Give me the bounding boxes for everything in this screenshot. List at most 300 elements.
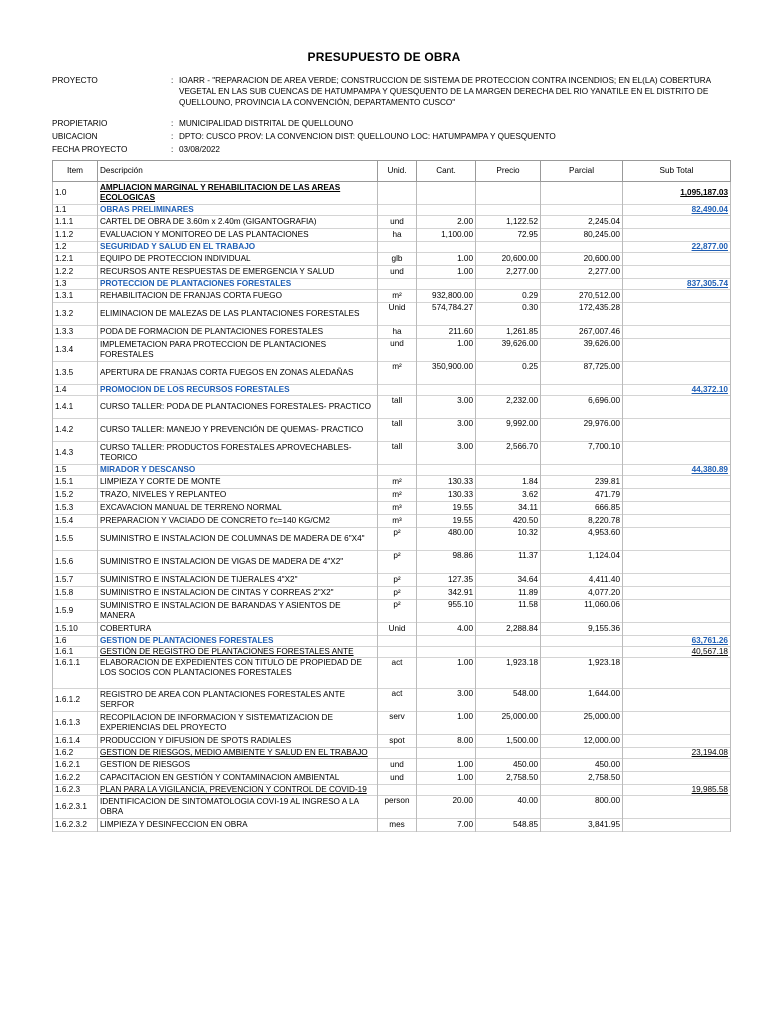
colon: : bbox=[171, 145, 174, 154]
table-row bbox=[53, 182, 731, 205]
subtotal-cell bbox=[623, 658, 731, 689]
subtotal-cell: 19,985.58 bbox=[623, 785, 731, 796]
table-row bbox=[53, 229, 731, 242]
quantity-cell bbox=[417, 385, 476, 396]
quantity-cell: 130.33 bbox=[417, 476, 476, 489]
quantity-cell: 1.00 bbox=[417, 253, 476, 266]
description-cell: REGISTRO DE AREA CON PLANTACIONES FORESTALES ANTE SERFOR bbox=[98, 689, 378, 712]
description-cell: OBRAS PRELIMINARES bbox=[98, 205, 378, 216]
description-cell: SUMINISTRO E INSTALACION DE TIJERALES 4"X2" bbox=[98, 574, 378, 587]
subtotal-cell bbox=[623, 515, 731, 528]
table-row bbox=[53, 242, 731, 253]
quantity-cell: 19.55 bbox=[417, 502, 476, 515]
description-cell: CURSO TALLER: PRODUCTOS FORESTALES APROVECHABLES-TEORICO bbox=[98, 442, 378, 465]
quantity-cell: 1.00 bbox=[417, 658, 476, 689]
subtotal-cell bbox=[623, 476, 731, 489]
description-cell: CAPACITACION EN GESTIÓN Y CONTAMINACION AMBIENTAL bbox=[98, 772, 378, 785]
description-cell: CARTEL DE OBRA DE 3.60m x 2.40m (GIGANTOGRAFIA) bbox=[98, 216, 378, 229]
subtotal-cell bbox=[623, 303, 731, 326]
unit-cell: act bbox=[378, 689, 417, 712]
price-cell bbox=[476, 182, 541, 205]
subtotal-cell bbox=[623, 574, 731, 587]
unit-cell: m² bbox=[378, 489, 417, 502]
quantity-cell bbox=[417, 279, 476, 290]
unit-cell: glb bbox=[378, 253, 417, 266]
fecha-label: FECHA PROYECTO bbox=[52, 145, 128, 154]
item-cell: 1.5.4 bbox=[53, 515, 98, 528]
quantity-cell: 3.00 bbox=[417, 442, 476, 465]
col-item-header: Item bbox=[53, 161, 98, 182]
table-row bbox=[53, 796, 731, 819]
description-cell: PROTECCION DE PLANTACIONES FORESTALES bbox=[98, 279, 378, 290]
quantity-cell: 480.00 bbox=[417, 528, 476, 551]
unit-cell bbox=[378, 279, 417, 290]
quantity-cell: 19.55 bbox=[417, 515, 476, 528]
colon: : bbox=[171, 119, 174, 128]
item-cell: 1.5.6 bbox=[53, 551, 98, 574]
item-cell: 1.6.2 bbox=[53, 748, 98, 759]
table-row bbox=[53, 636, 731, 647]
quantity-cell bbox=[417, 205, 476, 216]
unit-cell: m³ bbox=[378, 515, 417, 528]
description-cell: RECOPILACION DE INFORMACION Y SISTEMATIZACION DE EXPERIENCIAS DEL PROYECTO bbox=[98, 712, 378, 735]
col-price-header: Precio bbox=[476, 161, 541, 182]
quantity-cell: 342.91 bbox=[417, 587, 476, 600]
quantity-cell bbox=[417, 748, 476, 759]
item-cell: 1.6.2.2 bbox=[53, 772, 98, 785]
item-cell: 1.5 bbox=[53, 465, 98, 476]
partial-cell: 3,841.95 bbox=[541, 819, 623, 832]
partial-cell: 8,220.78 bbox=[541, 515, 623, 528]
item-cell: 1.6.1.4 bbox=[53, 735, 98, 748]
table-body bbox=[53, 182, 731, 832]
subtotal-cell bbox=[623, 326, 731, 339]
description-cell: ELIMINACION DE MALEZAS DE LAS PLANTACIONES FORESTALES bbox=[98, 303, 378, 326]
unit-cell: m² bbox=[378, 362, 417, 385]
quantity-cell: 98.86 bbox=[417, 551, 476, 574]
subtotal-cell: 837,305.74 bbox=[623, 279, 731, 290]
item-cell: 1.5.7 bbox=[53, 574, 98, 587]
subtotal-cell bbox=[623, 253, 731, 266]
col-unit-header: Unid. bbox=[378, 161, 417, 182]
item-cell: 1.5.8 bbox=[53, 587, 98, 600]
item-cell: 1.1.1 bbox=[53, 216, 98, 229]
partial-cell: 2,245.04 bbox=[541, 216, 623, 229]
table-row bbox=[53, 574, 731, 587]
subtotal-cell bbox=[623, 587, 731, 600]
description-cell: PODA DE FORMACION DE PLANTACIONES FORESTALES bbox=[98, 326, 378, 339]
table-row bbox=[53, 502, 731, 515]
quantity-cell: 574,784.27 bbox=[417, 303, 476, 326]
unit-cell: act bbox=[378, 658, 417, 689]
partial-cell bbox=[541, 465, 623, 476]
unit-cell: person bbox=[378, 796, 417, 819]
item-cell: 1.1.2 bbox=[53, 229, 98, 242]
price-cell: 420.50 bbox=[476, 515, 541, 528]
unit-cell: ha bbox=[378, 326, 417, 339]
item-cell: 1.3.4 bbox=[53, 339, 98, 362]
quantity-cell: 1.00 bbox=[417, 712, 476, 735]
table-row bbox=[53, 600, 731, 623]
item-cell: 1.3.5 bbox=[53, 362, 98, 385]
table-row bbox=[53, 735, 731, 748]
price-cell: 10.32 bbox=[476, 528, 541, 551]
col-desc-header: Descripción bbox=[98, 161, 378, 182]
quantity-cell: 2.00 bbox=[417, 216, 476, 229]
page-title: PRESUPUESTO DE OBRA bbox=[307, 50, 461, 64]
partial-cell bbox=[541, 636, 623, 647]
quantity-cell bbox=[417, 636, 476, 647]
description-cell: EXCAVACION MANUAL DE TERRENO NORMAL bbox=[98, 502, 378, 515]
unit-cell: p² bbox=[378, 528, 417, 551]
unit-cell bbox=[378, 242, 417, 253]
unit-cell: und bbox=[378, 339, 417, 362]
table-row bbox=[53, 465, 731, 476]
item-cell: 1.5.1 bbox=[53, 476, 98, 489]
partial-cell: 6,696.00 bbox=[541, 396, 623, 419]
unit-cell bbox=[378, 465, 417, 476]
description-cell: ELABORACION DE EXPEDIENTES CON TITULO DE PROPIEDAD DE LOS SOCIOS CON PLANTACIONES FORESTALES bbox=[98, 658, 378, 689]
unit-cell bbox=[378, 182, 417, 205]
subtotal-cell bbox=[623, 419, 731, 442]
fecha-value: 03/08/2022 bbox=[179, 145, 220, 154]
col-qty-header: Cant. bbox=[417, 161, 476, 182]
subtotal-cell bbox=[623, 796, 731, 819]
price-cell: 1.84 bbox=[476, 476, 541, 489]
partial-cell: 172,435.28 bbox=[541, 303, 623, 326]
unit-cell: p² bbox=[378, 600, 417, 623]
table-row bbox=[53, 419, 731, 442]
table-row bbox=[53, 362, 731, 385]
unit-cell: tall bbox=[378, 419, 417, 442]
partial-cell: 29,976.00 bbox=[541, 419, 623, 442]
item-cell: 1.5.3 bbox=[53, 502, 98, 515]
subtotal-cell: 23,194.08 bbox=[623, 748, 731, 759]
partial-cell bbox=[541, 279, 623, 290]
partial-cell: 20,600.00 bbox=[541, 253, 623, 266]
table-row bbox=[53, 216, 731, 229]
subtotal-cell bbox=[623, 489, 731, 502]
description-cell: EQUIPO DE PROTECCION INDIVIDUAL bbox=[98, 253, 378, 266]
subtotal-cell bbox=[623, 819, 731, 832]
partial-cell: 1,644.00 bbox=[541, 689, 623, 712]
price-cell: 9,992.00 bbox=[476, 419, 541, 442]
table-row bbox=[53, 712, 731, 735]
quantity-cell: 3.00 bbox=[417, 689, 476, 712]
item-cell: 1.6.2.3.2 bbox=[53, 819, 98, 832]
subtotal-cell bbox=[623, 689, 731, 712]
description-cell: MIRADOR Y DESCANSO bbox=[98, 465, 378, 476]
price-cell bbox=[476, 636, 541, 647]
table-row bbox=[53, 623, 731, 636]
unit-cell: und bbox=[378, 266, 417, 279]
price-cell bbox=[476, 279, 541, 290]
unit-cell: und bbox=[378, 759, 417, 772]
quantity-cell: 127.35 bbox=[417, 574, 476, 587]
item-cell: 1.6.2.3 bbox=[53, 785, 98, 796]
item-cell: 1.5.10 bbox=[53, 623, 98, 636]
price-cell: 34.64 bbox=[476, 574, 541, 587]
unit-cell bbox=[378, 205, 417, 216]
description-cell: COBERTURA bbox=[98, 623, 378, 636]
item-cell: 1.2 bbox=[53, 242, 98, 253]
price-cell: 25,000.00 bbox=[476, 712, 541, 735]
description-cell: SUMINISTRO E INSTALACION DE CINTAS Y CORREAS 2"X2" bbox=[98, 587, 378, 600]
item-cell: 1.6.1.1 bbox=[53, 658, 98, 689]
quantity-cell bbox=[417, 465, 476, 476]
item-cell: 1.4.2 bbox=[53, 419, 98, 442]
item-cell: 1.4.3 bbox=[53, 442, 98, 465]
description-cell: LIMPIEZA Y DESINFECCION EN OBRA bbox=[98, 819, 378, 832]
description-cell: SUMINISTRO E INSTALACION DE COLUMNAS DE MADERA DE 6"X4" bbox=[98, 528, 378, 551]
table-row bbox=[53, 326, 731, 339]
price-cell: 2,232.00 bbox=[476, 396, 541, 419]
item-cell: 1.6.1 bbox=[53, 647, 98, 658]
quantity-cell: 130.33 bbox=[417, 489, 476, 502]
partial-cell bbox=[541, 182, 623, 205]
table-row bbox=[53, 658, 731, 689]
unit-cell bbox=[378, 636, 417, 647]
description-cell: IMPLEMETACION PARA PROTECCION DE PLANTACIONES FORESTALES bbox=[98, 339, 378, 362]
subtotal-cell: 1,095,187.03 bbox=[623, 182, 731, 205]
partial-cell: 80,245.00 bbox=[541, 229, 623, 242]
ubicacion-value: DPTO: CUSCO PROV: LA CONVENCION DIST: QUELLOUNO LOC: HATUMPAMPA Y QUESQUENTO bbox=[179, 132, 556, 141]
quantity-cell: 3.00 bbox=[417, 419, 476, 442]
partial-cell: 39,626.00 bbox=[541, 339, 623, 362]
header-ubicacion bbox=[52, 131, 732, 142]
table-row bbox=[53, 442, 731, 465]
description-cell: RECURSOS ANTE RESPUESTAS DE EMERGENCIA Y SALUD bbox=[98, 266, 378, 279]
partial-cell: 800.00 bbox=[541, 796, 623, 819]
partial-cell: 270,512.00 bbox=[541, 290, 623, 303]
unit-cell bbox=[378, 748, 417, 759]
unit-cell: p² bbox=[378, 551, 417, 574]
partial-cell bbox=[541, 748, 623, 759]
col-partial-header: Parcial bbox=[541, 161, 623, 182]
price-cell: 3.62 bbox=[476, 489, 541, 502]
table-row bbox=[53, 266, 731, 279]
partial-cell: 1,124.04 bbox=[541, 551, 623, 574]
quantity-cell: 1,100.00 bbox=[417, 229, 476, 242]
subtotal-cell bbox=[623, 735, 731, 748]
subtotal-cell bbox=[623, 266, 731, 279]
price-cell: 20,600.00 bbox=[476, 253, 541, 266]
subtotal-cell bbox=[623, 290, 731, 303]
unit-cell bbox=[378, 647, 417, 658]
description-cell: CURSO TALLER: MANEJO Y PREVENCIÓN DE QUEMAS- PRACTICO bbox=[98, 419, 378, 442]
price-cell: 11.37 bbox=[476, 551, 541, 574]
partial-cell: 7,700.10 bbox=[541, 442, 623, 465]
quantity-cell: 932,800.00 bbox=[417, 290, 476, 303]
item-cell: 1.0 bbox=[53, 182, 98, 205]
price-cell: 0.25 bbox=[476, 362, 541, 385]
price-cell bbox=[476, 242, 541, 253]
quantity-cell: 955.10 bbox=[417, 600, 476, 623]
subtotal-cell bbox=[623, 229, 731, 242]
price-cell bbox=[476, 785, 541, 796]
partial-cell: 4,411.40 bbox=[541, 574, 623, 587]
table-row bbox=[53, 303, 731, 326]
quantity-cell: 350,900.00 bbox=[417, 362, 476, 385]
item-cell: 1.5.2 bbox=[53, 489, 98, 502]
description-cell: REHABILITACION DE FRANJAS CORTA FUEGO bbox=[98, 290, 378, 303]
quantity-cell bbox=[417, 647, 476, 658]
subtotal-cell: 44,372.10 bbox=[623, 385, 731, 396]
subtotal-cell: 22,877.00 bbox=[623, 242, 731, 253]
price-cell: 1,122.52 bbox=[476, 216, 541, 229]
item-cell: 1.2.2 bbox=[53, 266, 98, 279]
description-cell: CURSO TALLER: PODA DE PLANTACIONES FORESTALES- PRACTICO bbox=[98, 396, 378, 419]
unit-cell: m² bbox=[378, 476, 417, 489]
header-proyecto bbox=[52, 75, 732, 111]
header-fecha bbox=[52, 144, 732, 155]
item-cell: 1.4 bbox=[53, 385, 98, 396]
item-cell: 1.6.2.1 bbox=[53, 759, 98, 772]
unit-cell: ha bbox=[378, 229, 417, 242]
table-row bbox=[53, 748, 731, 759]
item-cell: 1.4.1 bbox=[53, 396, 98, 419]
item-cell: 1.1 bbox=[53, 205, 98, 216]
table-row bbox=[53, 253, 731, 266]
table-row bbox=[53, 385, 731, 396]
unit-cell: serv bbox=[378, 712, 417, 735]
description-cell: GESTION DE PLANTACIONES FORESTALES bbox=[98, 636, 378, 647]
partial-cell: 2,758.50 bbox=[541, 772, 623, 785]
subtotal-cell bbox=[623, 600, 731, 623]
unit-cell: Unid bbox=[378, 303, 417, 326]
table-row bbox=[53, 396, 731, 419]
quantity-cell: 211.60 bbox=[417, 326, 476, 339]
unit-cell: tall bbox=[378, 396, 417, 419]
quantity-cell: 1.00 bbox=[417, 759, 476, 772]
partial-cell: 267,007.46 bbox=[541, 326, 623, 339]
price-cell: 11.58 bbox=[476, 600, 541, 623]
table-row bbox=[53, 759, 731, 772]
table-row bbox=[53, 785, 731, 796]
partial-cell: 239.81 bbox=[541, 476, 623, 489]
table-row bbox=[53, 647, 731, 658]
subtotal-cell bbox=[623, 551, 731, 574]
partial-cell: 25,000.00 bbox=[541, 712, 623, 735]
price-cell: 450.00 bbox=[476, 759, 541, 772]
partial-cell: 471.79 bbox=[541, 489, 623, 502]
price-cell bbox=[476, 385, 541, 396]
unit-cell bbox=[378, 385, 417, 396]
description-cell: TRAZO, NIVELES Y REPLANTEO bbox=[98, 489, 378, 502]
price-cell: 39,626.00 bbox=[476, 339, 541, 362]
table-row bbox=[53, 489, 731, 502]
price-cell: 40.00 bbox=[476, 796, 541, 819]
quantity-cell: 7.00 bbox=[417, 819, 476, 832]
table-row bbox=[53, 339, 731, 362]
price-cell: 1,500.00 bbox=[476, 735, 541, 748]
partial-cell: 4,077.20 bbox=[541, 587, 623, 600]
partial-cell bbox=[541, 385, 623, 396]
item-cell: 1.3.1 bbox=[53, 290, 98, 303]
table-row bbox=[53, 819, 731, 832]
subtotal-cell bbox=[623, 442, 731, 465]
unit-cell: spot bbox=[378, 735, 417, 748]
quantity-cell: 1.00 bbox=[417, 339, 476, 362]
unit-cell: Unid bbox=[378, 623, 417, 636]
description-cell: SUMINISTRO E INSTALACION DE VIGAS DE MADERA DE 4"X2" bbox=[98, 551, 378, 574]
partial-cell: 666.85 bbox=[541, 502, 623, 515]
col-subtotal-header: Sub Total bbox=[623, 161, 731, 182]
unit-cell: m³ bbox=[378, 502, 417, 515]
unit-cell: mes bbox=[378, 819, 417, 832]
description-cell: IDENTIFICACION DE SINTOMATOLOGIA COVI-19 AL INGRESO A LA OBRA bbox=[98, 796, 378, 819]
subtotal-cell bbox=[623, 396, 731, 419]
price-cell: 548.85 bbox=[476, 819, 541, 832]
proyecto-label: PROYECTO bbox=[52, 76, 98, 85]
table-row bbox=[53, 772, 731, 785]
quantity-cell: 8.00 bbox=[417, 735, 476, 748]
colon: : bbox=[171, 76, 174, 85]
item-cell: 1.3 bbox=[53, 279, 98, 290]
unit-cell bbox=[378, 785, 417, 796]
price-cell: 72.95 bbox=[476, 229, 541, 242]
partial-cell: 2,277.00 bbox=[541, 266, 623, 279]
description-cell: EVALUACION Y MONITOREO DE LAS PLANTACIONES bbox=[98, 229, 378, 242]
budget-table bbox=[52, 160, 731, 832]
propietario-value: MUNICIPALIDAD DISTRITAL DE QUELLOUNO bbox=[179, 119, 354, 128]
table-row bbox=[53, 290, 731, 303]
table-header-row bbox=[53, 161, 731, 182]
price-cell: 34.11 bbox=[476, 502, 541, 515]
price-cell bbox=[476, 465, 541, 476]
description-cell: PRODUCCION Y DIFUSION DE SPOTS RADIALES bbox=[98, 735, 378, 748]
item-cell: 1.3.3 bbox=[53, 326, 98, 339]
price-cell bbox=[476, 205, 541, 216]
subtotal-cell bbox=[623, 362, 731, 385]
subtotal-cell: 82,490.04 bbox=[623, 205, 731, 216]
subtotal-cell bbox=[623, 759, 731, 772]
description-cell: SUMINISTRO E INSTALACION DE BARANDAS Y ASIENTOS DE MANERA bbox=[98, 600, 378, 623]
quantity-cell bbox=[417, 242, 476, 253]
quantity-cell: 3.00 bbox=[417, 396, 476, 419]
table-row bbox=[53, 515, 731, 528]
table-row bbox=[53, 205, 731, 216]
price-cell: 1,923.18 bbox=[476, 658, 541, 689]
partial-cell bbox=[541, 205, 623, 216]
price-cell: 2,566.70 bbox=[476, 442, 541, 465]
unit-cell: tall bbox=[378, 442, 417, 465]
partial-cell: 87,725.00 bbox=[541, 362, 623, 385]
quantity-cell: 1.00 bbox=[417, 266, 476, 279]
propietario-label: PROPIETARIO bbox=[52, 119, 108, 128]
description-cell: LIMPIEZA Y CORTE DE MONTE bbox=[98, 476, 378, 489]
table-row bbox=[53, 279, 731, 290]
description-cell: PREPARACION Y VACIADO DE CONCRETO f'c=140 KG/CM2 bbox=[98, 515, 378, 528]
unit-cell: und bbox=[378, 772, 417, 785]
partial-cell: 11,060.06 bbox=[541, 600, 623, 623]
price-cell: 2,277.00 bbox=[476, 266, 541, 279]
table-row bbox=[53, 551, 731, 574]
table-row bbox=[53, 528, 731, 551]
price-cell: 1,261.85 bbox=[476, 326, 541, 339]
description-cell: APERTURA DE FRANJAS CORTA FUEGOS EN ZONAS ALEDAÑAS bbox=[98, 362, 378, 385]
price-cell: 0.29 bbox=[476, 290, 541, 303]
quantity-cell: 20.00 bbox=[417, 796, 476, 819]
quantity-cell: 4.00 bbox=[417, 623, 476, 636]
price-cell bbox=[476, 748, 541, 759]
table-row bbox=[53, 587, 731, 600]
price-cell bbox=[476, 647, 541, 658]
subtotal-cell bbox=[623, 712, 731, 735]
ubicacion-label: UBICACION bbox=[52, 132, 98, 141]
description-cell: PROMOCION DE LOS RECURSOS FORESTALES bbox=[98, 385, 378, 396]
table-row bbox=[53, 689, 731, 712]
